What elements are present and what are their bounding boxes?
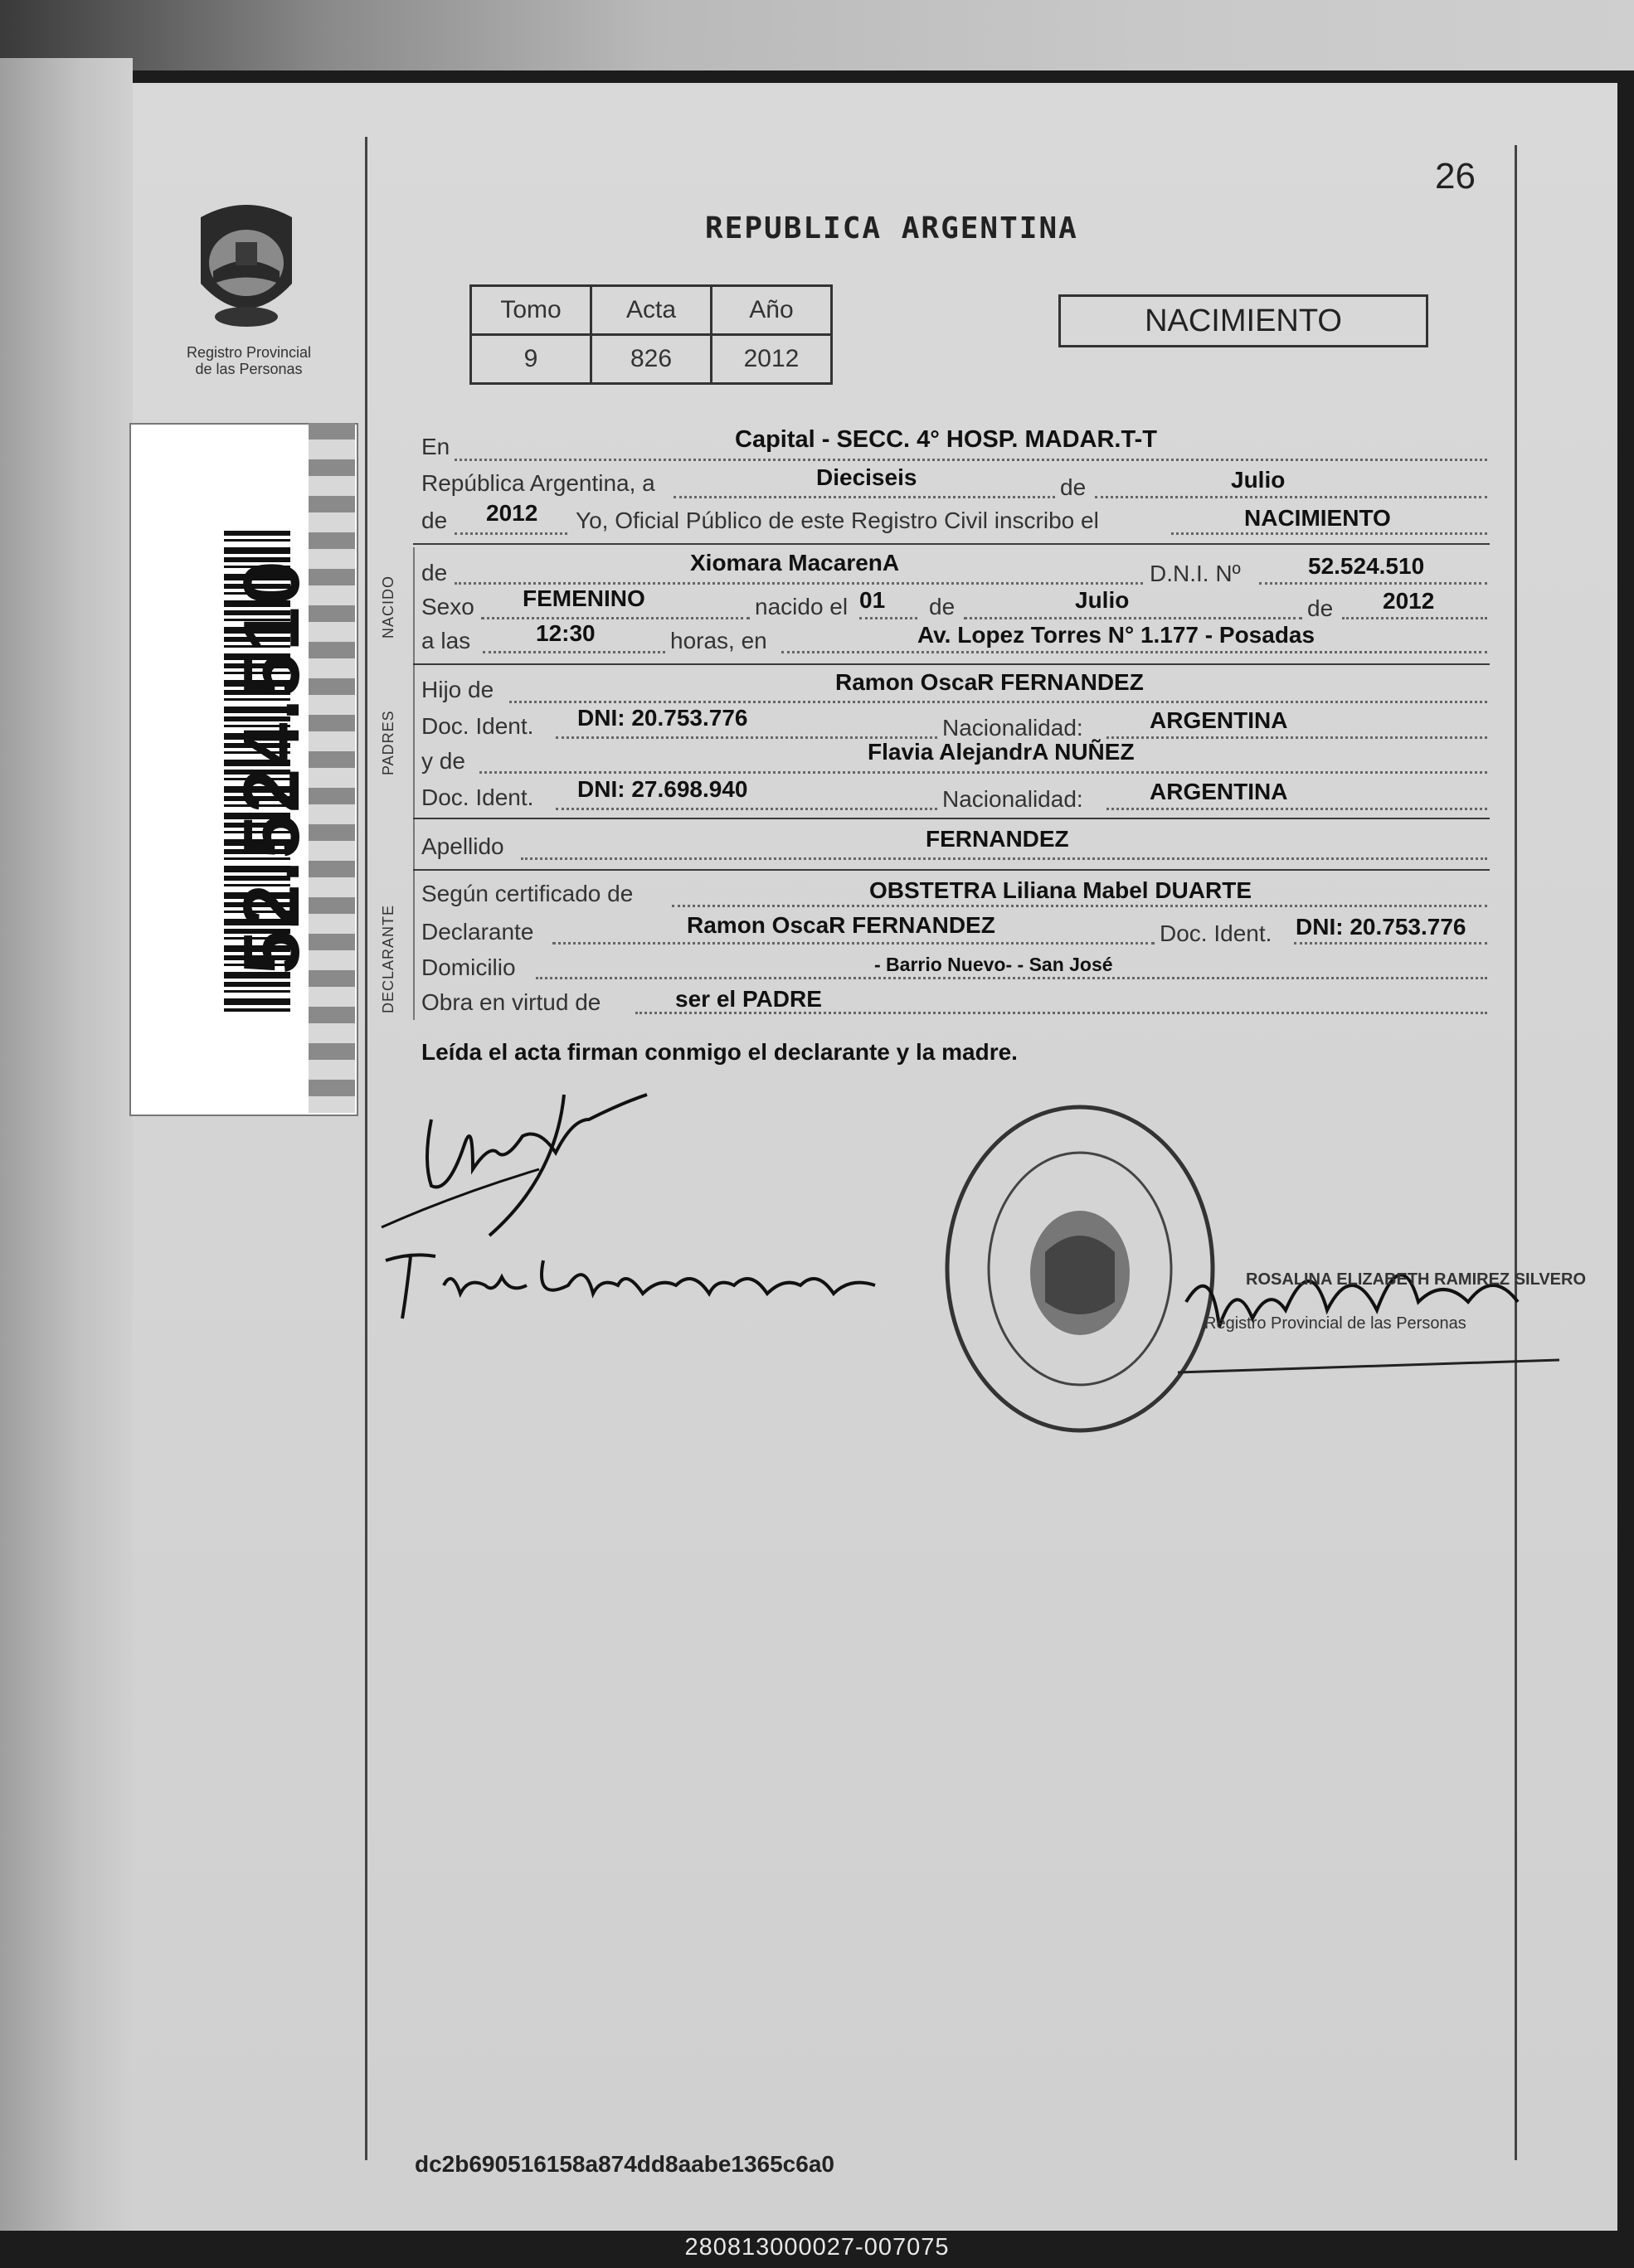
dotted-line [781, 651, 1487, 653]
birth-year-value: 2012 [1383, 588, 1435, 614]
country-title: REPUBLICA ARGENTINA [705, 211, 1078, 245]
label-hijo-de: Hijo de [421, 677, 494, 702]
label-nacionalidad-mother: Nacionalidad: [942, 786, 1083, 812]
section-rule [413, 818, 1490, 819]
official-name: ROSALINA ELIZABETH RAMIREZ SILVERO [1246, 1270, 1586, 1289]
dotted-line [964, 617, 1302, 619]
declarante-value: Ramon OscaR FERNANDEZ [687, 912, 995, 938]
dotted-line [1259, 582, 1487, 585]
ref-header-acta: Acta [591, 286, 712, 335]
birth-time-value: 12:30 [536, 620, 596, 646]
mother-nationality-value: ARGENTINA [1150, 779, 1288, 804]
year-value: 2012 [486, 500, 538, 526]
closing-statement: Leída el acta firman conmigo el declarante y la madre. [421, 1039, 1018, 1065]
section-label-padres: PADRES [380, 710, 396, 775]
certificate-value: OBSTETRA Liliana Mabel DUARTE [869, 877, 1252, 903]
dotted-line [674, 496, 1055, 498]
label-de-year: de [421, 508, 448, 533]
registry-caption-line-2: de las Personas [195, 361, 303, 377]
label-dni: D.N.I. Nº [1150, 561, 1241, 586]
dotted-line [1106, 736, 1487, 739]
document-hash: dc2b690516158a874dd8aabe1365c6a0 [415, 2151, 834, 2177]
ref-value-tomo: 9 [471, 335, 591, 384]
record-type-box: NACIMIENTO [1058, 294, 1428, 347]
label-horas: horas, en [670, 628, 767, 653]
mother-signature [377, 1227, 908, 1327]
dotted-line [1106, 808, 1487, 810]
section-label-declarante: DECLARANTE [380, 904, 396, 1013]
birth-month-value: Julio [1075, 587, 1130, 613]
reference-table-header-row [471, 286, 832, 335]
left-page-edge [0, 58, 133, 2231]
barcode-number: 52.524.510 [227, 559, 316, 974]
label-sexo: Sexo [421, 594, 474, 619]
dotted-line [556, 808, 937, 810]
dotted-line [455, 532, 567, 535]
apellido-value: FERNANDEZ [926, 826, 1069, 852]
ref-value-anio: 2012 [712, 335, 832, 384]
ref-value-acta: 826 [591, 335, 712, 384]
page-number: 26 [1435, 156, 1476, 197]
reference-table [469, 284, 833, 385]
provincial-seal-icon [184, 192, 309, 333]
label-domicilio: Domicilio [421, 954, 516, 980]
reference-table-value-row [471, 335, 832, 384]
dotted-line [481, 617, 750, 619]
day-words-value: Dieciseis [816, 464, 917, 490]
background-top [0, 0, 1634, 70]
ref-header-anio: Año [712, 286, 832, 335]
dotted-line [859, 617, 917, 619]
dotted-line [536, 977, 1487, 979]
dotted-line [1294, 942, 1487, 945]
document-sheet [133, 83, 1617, 2231]
dotted-line [483, 651, 665, 653]
official-name-stamp [1196, 1270, 1586, 1333]
dotted-line [521, 857, 1487, 860]
label-declarante: Declarante [421, 919, 534, 945]
section-divider-line [413, 547, 415, 1020]
child-dni-value: 52.524.510 [1308, 553, 1425, 579]
dotted-line [455, 459, 1487, 461]
right-margin-line [1515, 145, 1517, 2160]
label-de-birth-month: de [929, 594, 956, 619]
dotted-line [479, 771, 1487, 774]
dotted-line [1171, 532, 1487, 535]
label-de-name: de [421, 560, 448, 585]
father-nationality-value: ARGENTINA [1150, 707, 1288, 733]
ref-header-tomo: Tomo [471, 286, 591, 335]
father-doc-value: DNI: 20.753.776 [577, 705, 748, 731]
section-label-nacido: NACIDO [380, 575, 396, 639]
label-republica: República Argentina, a [421, 470, 655, 496]
child-name-value: Xiomara MacarenA [690, 550, 900, 575]
label-apellido: Apellido [421, 833, 504, 859]
label-segun: Según certificado de [421, 881, 634, 906]
mother-doc-value: DNI: 27.698.940 [577, 776, 748, 802]
inscribo-value: NACIMIENTO [1244, 505, 1391, 531]
label-decl-doc: Doc. Ident. [1160, 920, 1272, 946]
official-role: Registro Provincial de las Personas [1204, 1314, 1466, 1333]
declarante-doc-value: DNI: 20.753.776 [1296, 914, 1466, 940]
registry-caption-line-1: Registro Provincial [186, 344, 312, 361]
label-doc-ident-mother: Doc. Ident. [421, 784, 534, 810]
label-nacionalidad-father: Nacionalidad: [942, 715, 1083, 741]
label-nacido-el: nacido el [755, 594, 849, 619]
left-margin-line [365, 137, 367, 2160]
label-de-month: de [1060, 474, 1087, 500]
label-de-birth-year: de [1307, 595, 1334, 621]
mother-name-value: Flavia AlejandrA NUÑEZ [868, 739, 1135, 765]
month-value: Julio [1231, 467, 1286, 493]
dotted-line [509, 701, 1487, 703]
label-y-de: y de [421, 748, 465, 774]
dotted-line [1095, 496, 1487, 498]
registry-office-value: Capital - SECC. 4° HOSP. MADAR.T-T [735, 426, 1157, 453]
section-rule [413, 543, 1490, 545]
father-name-value: Ramon OscaR FERNANDEZ [835, 669, 1144, 695]
label-a-las: a las [421, 628, 471, 653]
section-rule [413, 663, 1490, 665]
dotted-line [455, 582, 1143, 585]
domicilio-value: - Barrio Nuevo- - San José [874, 954, 1113, 975]
bottom-code: 280813000027-007075 [684, 2234, 950, 2261]
birth-day-value: 01 [859, 587, 886, 613]
obra-value: ser el PADRE [675, 986, 822, 1012]
registry-caption [158, 344, 340, 377]
label-doc-ident-father: Doc. Ident. [421, 713, 534, 739]
sexo-value: FEMENINO [523, 585, 645, 611]
label-obra: Obra en virtud de [421, 989, 601, 1015]
birth-place-value: Av. Lopez Torres N° 1.177 - Posadas [917, 622, 1315, 648]
dotted-line [1342, 617, 1487, 619]
dotted-line [672, 905, 1487, 907]
label-en: En [421, 434, 450, 459]
label-inscribo: Yo, Oficial Público de este Registro Civil inscribo el [576, 508, 1099, 533]
dotted-line [552, 942, 1155, 945]
section-rule [413, 869, 1490, 871]
